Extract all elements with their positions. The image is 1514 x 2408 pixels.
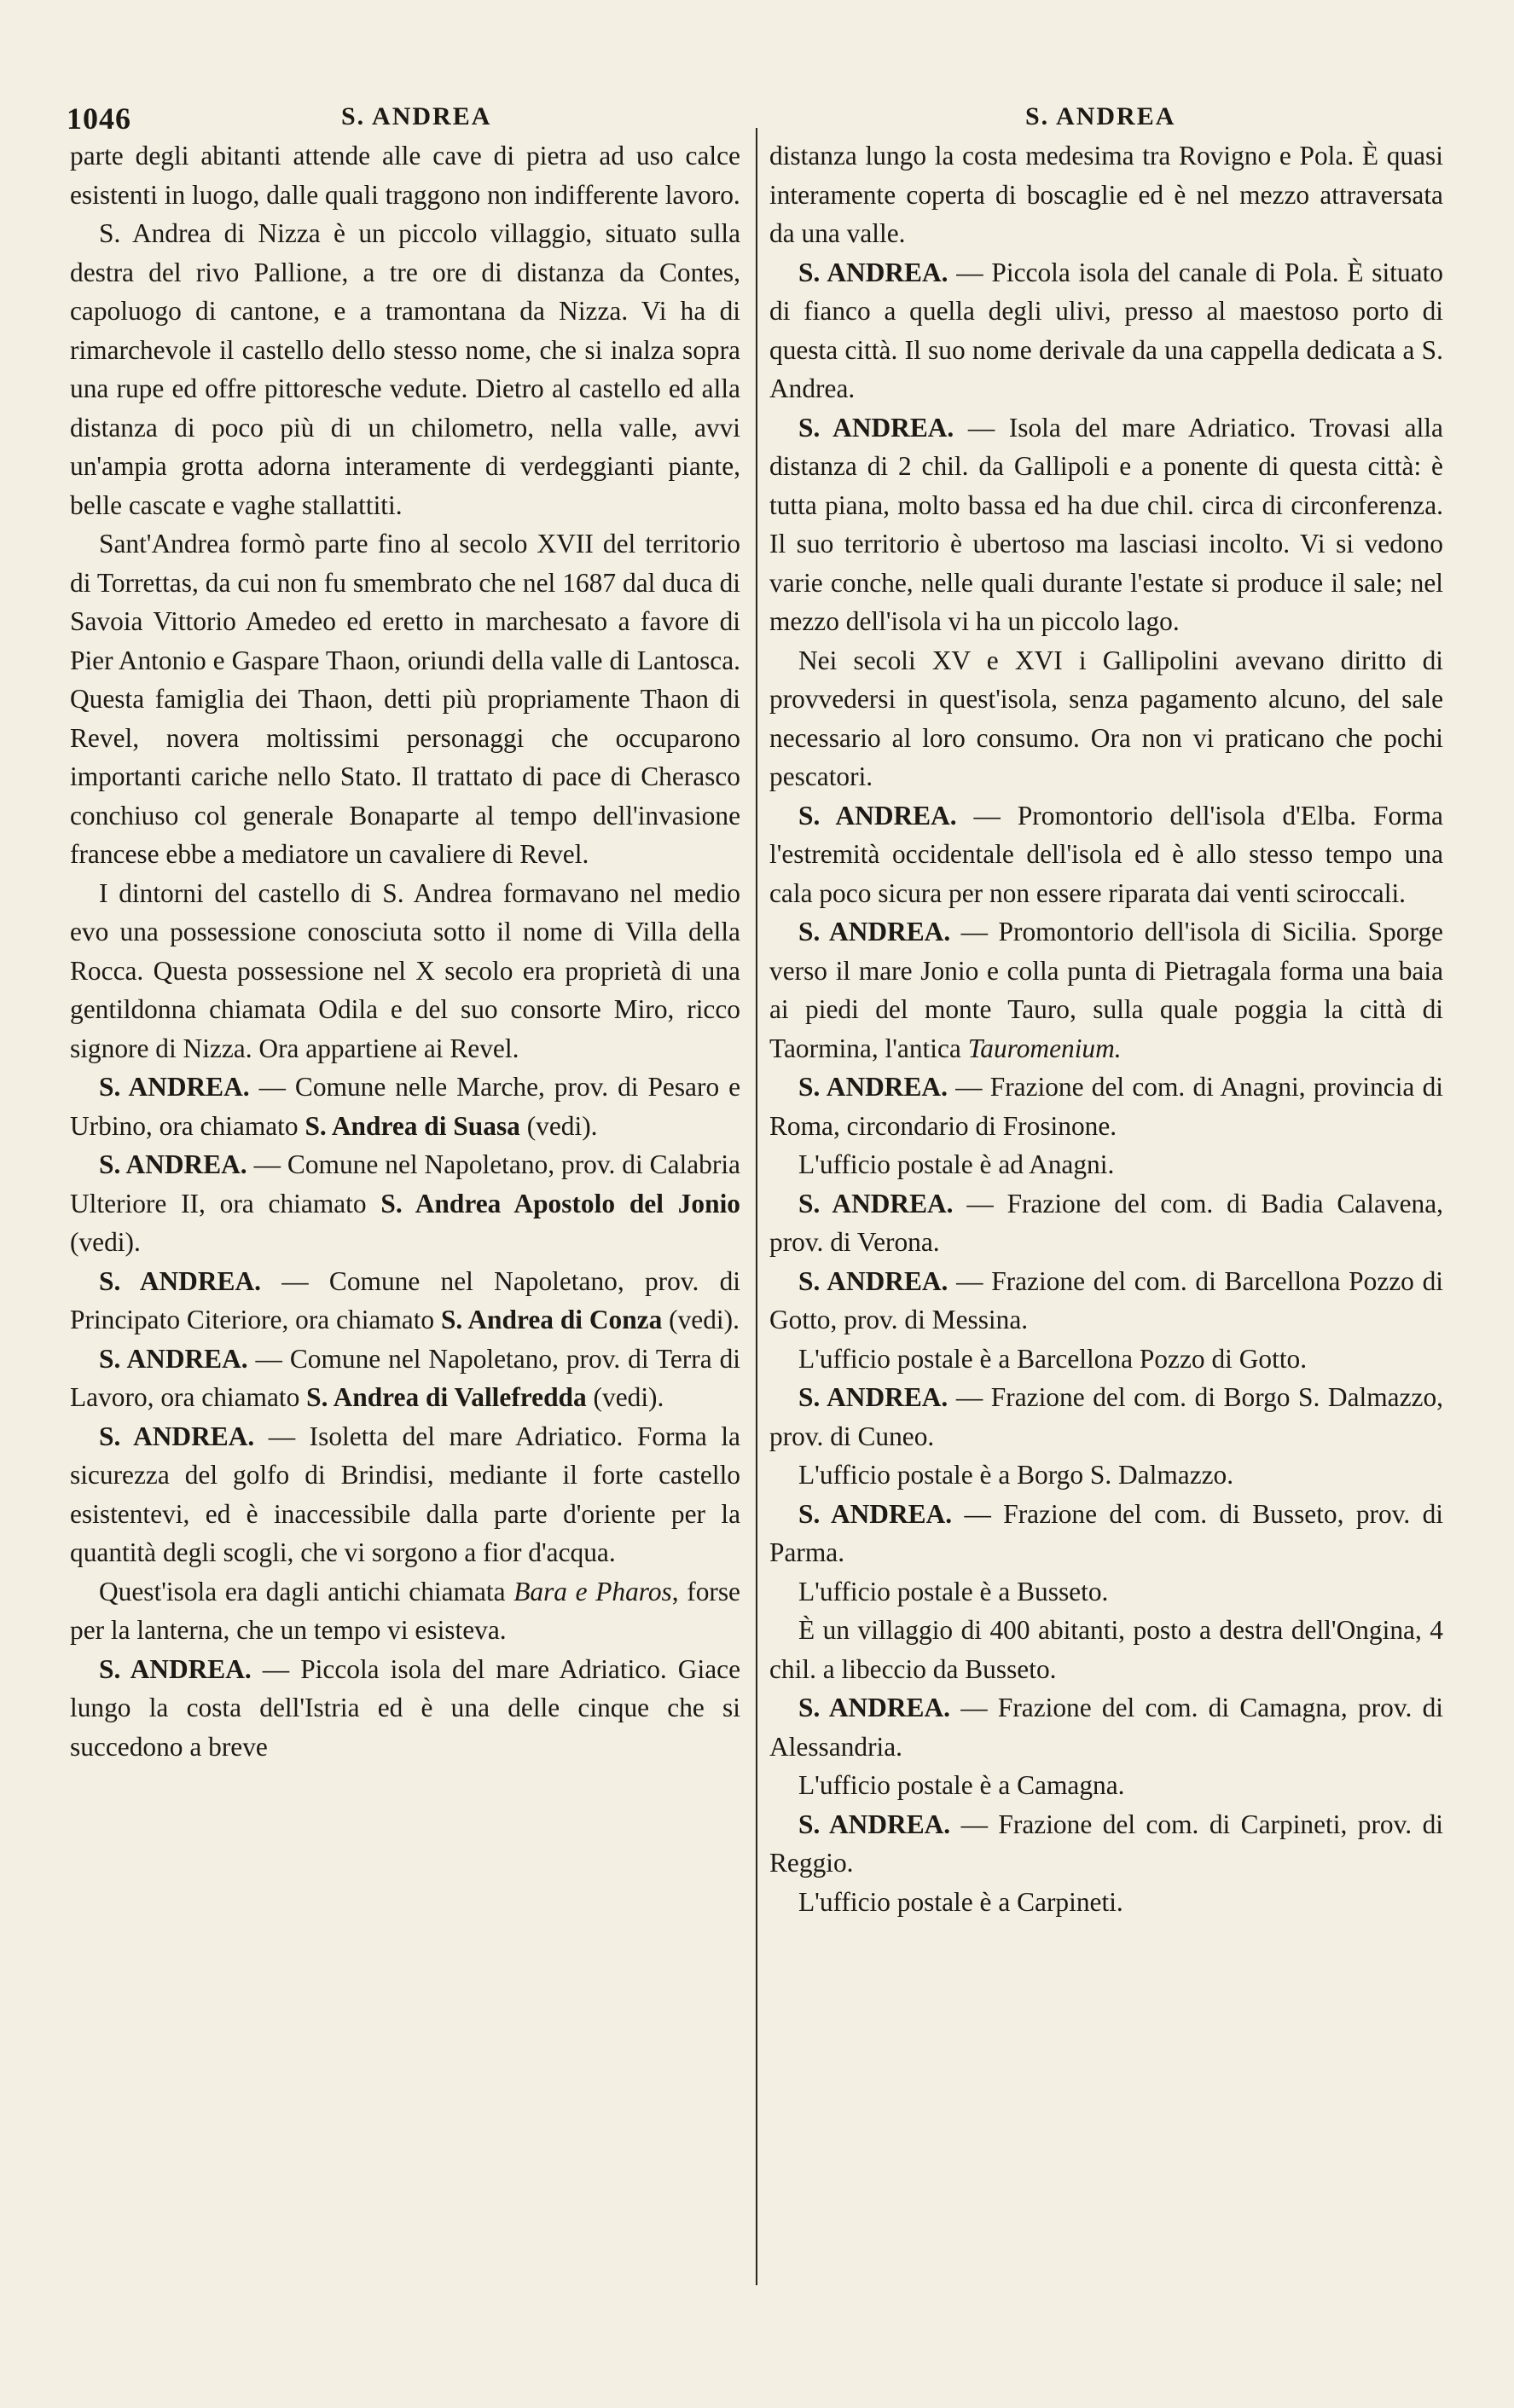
left-text-column xyxy=(70,136,740,1766)
paragraph-text: L'ufficio postale è a Borgo S. Dalmazzo. xyxy=(798,1460,1234,1490)
entry-headword: S. ANDREA. xyxy=(99,1265,261,1296)
entry-text: — Frazione del com. di Carpineti, prov. di Reggio. xyxy=(769,1809,1443,1878)
entry-headword: S. ANDREA. xyxy=(99,1149,247,1179)
paragraph xyxy=(70,1417,740,1572)
paragraph-text: L'ufficio postale è a Barcellona Pozzo di Gotto. xyxy=(798,1343,1308,1374)
paragraph-text: È un villaggio di 400 abitanti, posto a destra dell'Ongina, 4 chil. a libeccio da Busseto. xyxy=(769,1615,1443,1684)
paragraph-text: L'ufficio postale è a Carpineti. xyxy=(798,1886,1123,1917)
entry-headword: S. ANDREA. xyxy=(798,1382,948,1412)
paragraph xyxy=(70,1650,740,1767)
paragraph xyxy=(769,1145,1443,1184)
paragraph-text: S. Andrea di Nizza è un piccolo villaggio, situato sulla destra del rivo Pallione, a tre ore di distanza da Contes, capoluogo di cantone, e a tramontana da Nizza. Vi ha di rimarchevole il castello dello stesso nome, che si inalza sopra una rupe ed offre pittoresche vedute. Dietro al castello ed alla distanza di poco più di un chilometro, nella valle, avvi un'ampia grotta adorna interamente di verdeggianti piante, belle cascate e vaghe stallattiti. xyxy=(70,218,740,520)
italic-name: Tauromenium. xyxy=(967,1033,1122,1063)
paragraph xyxy=(769,136,1443,253)
entry-text: — Comune nel Napoletano, prov. di Principato Citeriore, ora chiamato xyxy=(70,1265,740,1334)
entry-cross-reference: S. Andrea di Suasa xyxy=(305,1110,520,1141)
paragraph-text: L'ufficio postale è ad Anagni. xyxy=(798,1149,1115,1179)
entry-tail: (vedi). xyxy=(519,1110,598,1141)
italic-name: Bara e Pharos xyxy=(513,1576,672,1606)
left-running-head: S. ANDREA xyxy=(341,102,492,130)
entry-headword: S. ANDREA. xyxy=(798,800,957,831)
paragraph-text: parte degli abitanti attende alle cave di pietra ad uso calce esistenti in luogo, dalle quali traggono non indifferente lavoro. xyxy=(70,141,740,210)
paragraph xyxy=(769,1456,1443,1495)
entry-headword: S. ANDREA. xyxy=(798,1188,954,1218)
paragraph xyxy=(769,1805,1443,1883)
paragraph xyxy=(769,912,1443,1068)
paragraph-text: L'ufficio postale è a Camagna. xyxy=(798,1770,1125,1800)
entry-text: — Comune nel Napoletano, prov. di Calabria Ulteriore II, ora chiamato xyxy=(70,1149,740,1218)
entry-text: — Frazione del com. di Badia Calavena, prov. di Verona. xyxy=(769,1188,1443,1257)
entry-headword: S. ANDREA. xyxy=(798,412,954,443)
entry-text: — Piccola isola del canale di Pola. È situato di fianco a quella degli ulivi, presso al maestoso porto di questa città. Il suo nome derivale da una cappella dedicata a S. Andrea. xyxy=(769,257,1443,403)
paragraph xyxy=(70,874,740,1068)
paragraph xyxy=(70,136,740,214)
entry-headword: S. ANDREA. xyxy=(798,1498,953,1529)
entry-text: — Promontorio dell'isola d'Elba. Forma l'estremità occidentale dell'isola ed è allo stesso tempo una cala poco sicura per non essere riparata dai venti sciroccali. xyxy=(769,800,1443,908)
entry-text: — Comune nel Napoletano, prov. di Terra di Lavoro, ora chiamato xyxy=(70,1343,740,1412)
entry-tail: (vedi). xyxy=(662,1305,740,1334)
right-page-header xyxy=(766,96,1448,140)
entry-headword: S. ANDREA. xyxy=(798,257,948,287)
right-running-head: S. ANDREA xyxy=(1025,102,1176,130)
entry-headword: S. ANDREA. xyxy=(798,1693,950,1722)
paragraph-text: , forse per la lanterna, che un tempo vi esisteva. xyxy=(70,1576,740,1645)
page-number: 1046 xyxy=(67,101,131,136)
entry-text: — Isola del mare Adriatico. Trovasi alla distanza di 2 chil. da Gallipoli e a ponente di questa città: è tutta piana, molto bassa ed ha due chil. circa di circonferenza. Il suo territorio è ubertoso ma lasciasi incolto. Vi si vedono varie conche, nelle quali durante l'estate si produce il sale; nel mezzo dell'isola vi ha un piccolo lago. xyxy=(769,412,1443,636)
entry-headword: S. ANDREA. xyxy=(798,1072,948,1102)
paragraph-text: Quest'isola era dagli antichi chiamata xyxy=(99,1576,514,1606)
paragraph xyxy=(769,1883,1443,1922)
entry-text: — Frazione del com. di Camagna, prov. di Alessandria. xyxy=(769,1693,1443,1762)
paragraph xyxy=(769,1766,1443,1805)
entry-headword: S. ANDREA. xyxy=(798,1809,951,1839)
right-text-column xyxy=(769,136,1443,1921)
paragraph xyxy=(769,1184,1443,1262)
paragraph xyxy=(769,1378,1443,1456)
paragraph xyxy=(769,1572,1443,1612)
entry-cross-reference: S. Andrea Apostolo del Jonio xyxy=(380,1188,740,1218)
entry-headword: S. ANDREA. xyxy=(798,1265,948,1296)
paragraph xyxy=(769,1495,1443,1572)
entry-headword: S. ANDREA. xyxy=(798,917,951,946)
entry-cross-reference: S. Andrea di Vallefredda xyxy=(306,1382,587,1412)
entry-text: — Piccola isola del mare Adriatico. Giace lungo la costa dell'Istria ed è una delle cinque che si succedono a breve xyxy=(70,1653,740,1762)
entry-tail: (vedi). xyxy=(586,1382,664,1412)
entry-text: — Frazione del com. di Barcellona Pozzo di Gotto, prov. di Messina. xyxy=(769,1265,1443,1334)
paragraph xyxy=(70,1572,740,1650)
paragraph xyxy=(70,214,740,524)
paragraph xyxy=(769,796,1443,913)
paragraph xyxy=(769,408,1443,641)
paragraph xyxy=(70,1340,740,1417)
entry-text: — Frazione del com. di Busseto, prov. di Parma. xyxy=(769,1498,1443,1567)
entry-headword: S. ANDREA. xyxy=(99,1072,250,1102)
entry-headword: S. ANDREA. xyxy=(99,1343,248,1374)
entry-cross-reference: S. Andrea di Conza xyxy=(440,1305,663,1334)
column-divider xyxy=(756,128,757,2285)
paragraph-text: L'ufficio postale è a Busseto. xyxy=(798,1576,1109,1606)
paragraph xyxy=(70,1145,740,1262)
left-page-header xyxy=(67,96,740,140)
entry-headword: S. ANDREA. xyxy=(99,1653,252,1684)
entry-text: — Comune nelle Marche, prov. di Pesaro e Urbino, ora chiamato xyxy=(70,1072,741,1141)
entry-text: — Frazione del com. di Anagni, provincia di Roma, circondario di Frosinone. xyxy=(769,1072,1443,1141)
paragraph xyxy=(769,1688,1443,1766)
paragraph-text: Sant'Andrea formò parte fino al secolo XVII del territorio di Torrettas, da cui non fu smembrato che nel 1687 dal duca di Savoia Vittorio Amedeo ed eretto in marchesato a favore di Pier Antonio e Gaspare Thaon, oriundi della valle di Lantosca. Questa famiglia dei Thaon, detti più propriamente Thaon di Revel, novera moltissimi personaggi che occuparono importanti cariche nello Stato. Il trattato di pace di Cherasco conchiuso col generale Bonaparte al tempo dell'invasione francese ebbe a mediatore un cavaliere di Revel. xyxy=(70,529,740,869)
paragraph xyxy=(769,1340,1443,1379)
paragraph xyxy=(70,524,740,874)
paragraph xyxy=(769,1068,1443,1145)
entry-text: — Isoletta del mare Adriatico. Forma la sicurezza del golfo di Brindisi, mediante il forte castello esistentevi, ed è inaccessibile dalla parte d'oriente per la quantità degli scogli, che vi sorgono a fior d'acqua. xyxy=(70,1421,740,1567)
entry-text: — Frazione del com. di Borgo S. Dalmazzo, prov. di Cuneo. xyxy=(769,1382,1443,1451)
entry-text: — Promontorio dell'isola di Sicilia. Sporge verso il mare Jonio e colla punta di Pietragala forma una baia ai piedi del monte Tauro, sulla quale poggia la città di Taormina, l'antica xyxy=(769,917,1443,1063)
entry-tail: (vedi). xyxy=(70,1227,141,1257)
paragraph-text: Nei secoli XV e XVI i Gallipolini avevano diritto di provvedersi in quest'isola, senza pagamento alcuno, del sale necessario al loro consumo. Ora non vi praticano che pochi pescatori. xyxy=(769,645,1443,791)
paragraph-text: I dintorni del castello di S. Andrea formavano nel medio evo una possessione conosciuta sotto il nome di Villa della Rocca. Questa possessione nel X secolo era proprietà di una gentildonna chiamata Odila e del suo consorte Miro, ricco signore di Nizza. Ora appartiene ai Revel. xyxy=(70,877,740,1063)
paragraph xyxy=(70,1262,740,1340)
paragraph xyxy=(769,641,1443,796)
entry-headword: S. ANDREA. xyxy=(99,1421,255,1451)
paragraph xyxy=(769,253,1443,408)
paragraph-text: distanza lungo la costa medesima tra Rovigno e Pola. È quasi interamente coperta di boscaglie ed è nel mezzo attraversata da una valle. xyxy=(769,141,1443,248)
paragraph xyxy=(70,1068,740,1145)
paragraph xyxy=(769,1262,1443,1340)
paragraph xyxy=(769,1611,1443,1688)
